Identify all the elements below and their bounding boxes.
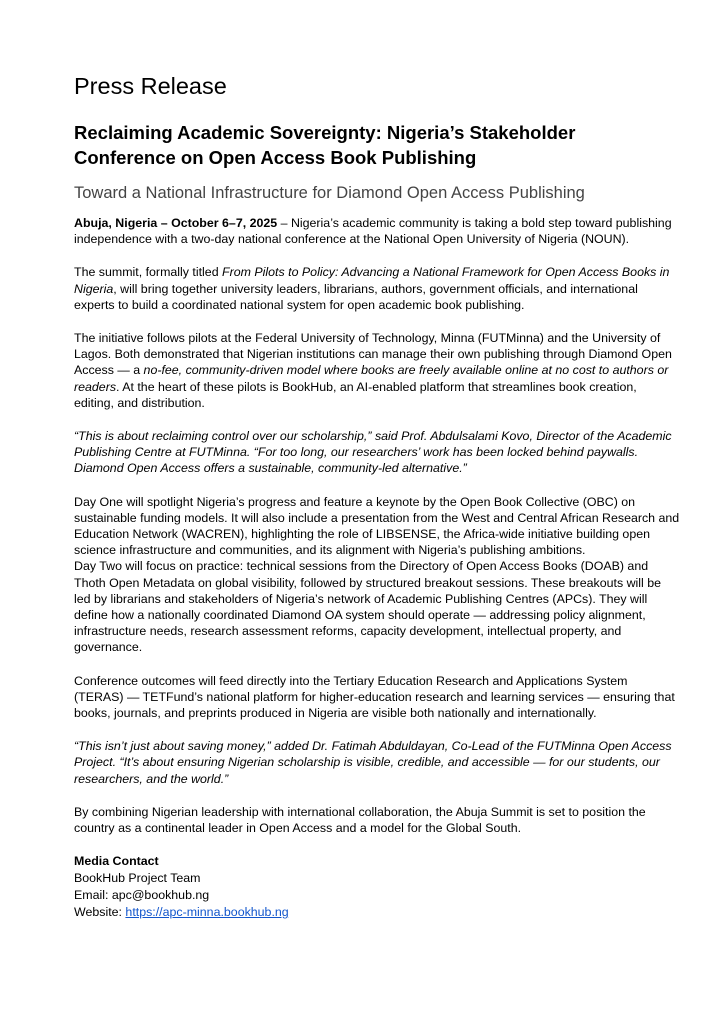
summit-rest: , will bring together university leaders, librarians, authors, government officials, and international experts to build a coordinated national system for open academic book publishing. [74,281,638,312]
paragraph-closing: By combining Nigerian leadership with international collaboration, the Abuja Summit is set to position the country as a continental leader in Open Access and a model for the Global South. [74,804,646,836]
initiative-intro: The initiative follows pilots at the Federal University of Technology, Minna (FUTMinna) and the University of Lagos. Both demonstrated that Nigerian institutions can manage their own publishing through Diamond Open Access — a [74,331,672,378]
summit-title: From Pilots to Policy: Advancing a National Framework for Open Access Books in Nigeria [74,265,670,296]
initiative-italic: no-fee, community-driven model where books are freely available online at no cost to authors or readers [74,363,669,394]
contact-team: BookHub Project Team [74,871,201,886]
paragraph-day-one: Day One will spotlight Nigeria’s progress and feature a keynote by the Open Book Collective (OBC) on sustainable funding models. It will also include a presentation from the West and Central African Research and Education Network (WACREN), highlighting the role of LIBSENSE, the Africa-wide initiative building open science infrastructure and communities, and its alignment with Nigeria’s publishing ambitions. [74,494,680,558]
contact-website [74,904,680,921]
subheadline: Toward a National Infrastructure for Diamond Open Access Publishing [74,184,585,202]
website-link[interactable]: https://apc-minna.bookhub.ng [125,905,289,920]
paragraph-day-two: Day Two will focus on practice: technical sessions from the Directory of Open Access Books (DOAB) and Thoth Open Metadata on global visibility, followed by structured breakout sessions. These breakouts will be led by librarians and stakeholders of Nigeria’s network of Academic Publishing Centres (APCs). They will define how a nationally coordinated Diamond OA system should operate — addressing policy alignment, infrastructure needs, research assessment reforms, capacity development, intellectual property, and governance. [74,559,662,655]
initiative-rest: . At the heart of these pilots is BookHub, an AI-enabled platform that streamlines book creation, editing, and distribution. [74,379,637,410]
dateline-text: – Nigeria’s academic community is taking a bold step toward publishing independence with a two-day national conference at the National Open University of Nigeria (NOUN). [74,216,672,247]
paragraph-outcomes: Conference outcomes will feed directly into the Tertiary Education Research and Applications System (TERAS) — TETFund’s national platform for higher-education research and learning services — ensuring that books, journals, and preprints produced in Nigeria are visible both nationally and internationally. [74,673,675,721]
headline: Reclaiming Academic Sovereignty: Nigeria’s Stakeholder Conference on Open Access Book Publishing [74,122,576,168]
quote-kovo: “This is about reclaiming control over our scholarship,” said Prof. Abdulsalami Kovo, Director of the Academic Publishing Centre at FUTMinna. “For too long, our researchers’ work has been locked behind paywalls. Diamond Open Access offers a sustainable, community-led alternative.” [74,429,672,476]
paragraph-initiative [74,330,680,411]
document-label: Press Release [74,73,227,99]
media-contact [74,853,680,921]
dateline: Abuja, Nigeria – October 6–7, 2025 [74,216,278,230]
paragraph-dateline [74,215,680,247]
paragraph-summit [74,264,680,313]
website-label: Website: [74,905,126,920]
contact-email: Email: apc@bookhub.ng [74,888,210,903]
media-contact-heading: Media Contact [74,854,159,869]
summit-intro: The summit, formally titled [74,265,223,280]
quote-abduldayan: “This isn’t just about saving money,” added Dr. Fatimah Abduldayan, Co-Lead of the FUTMinna Open Access Project. “It’s about ensuring Nigerian scholarship is visible, credible, and accessible — for our students, our researchers, and the world.” [74,739,672,786]
